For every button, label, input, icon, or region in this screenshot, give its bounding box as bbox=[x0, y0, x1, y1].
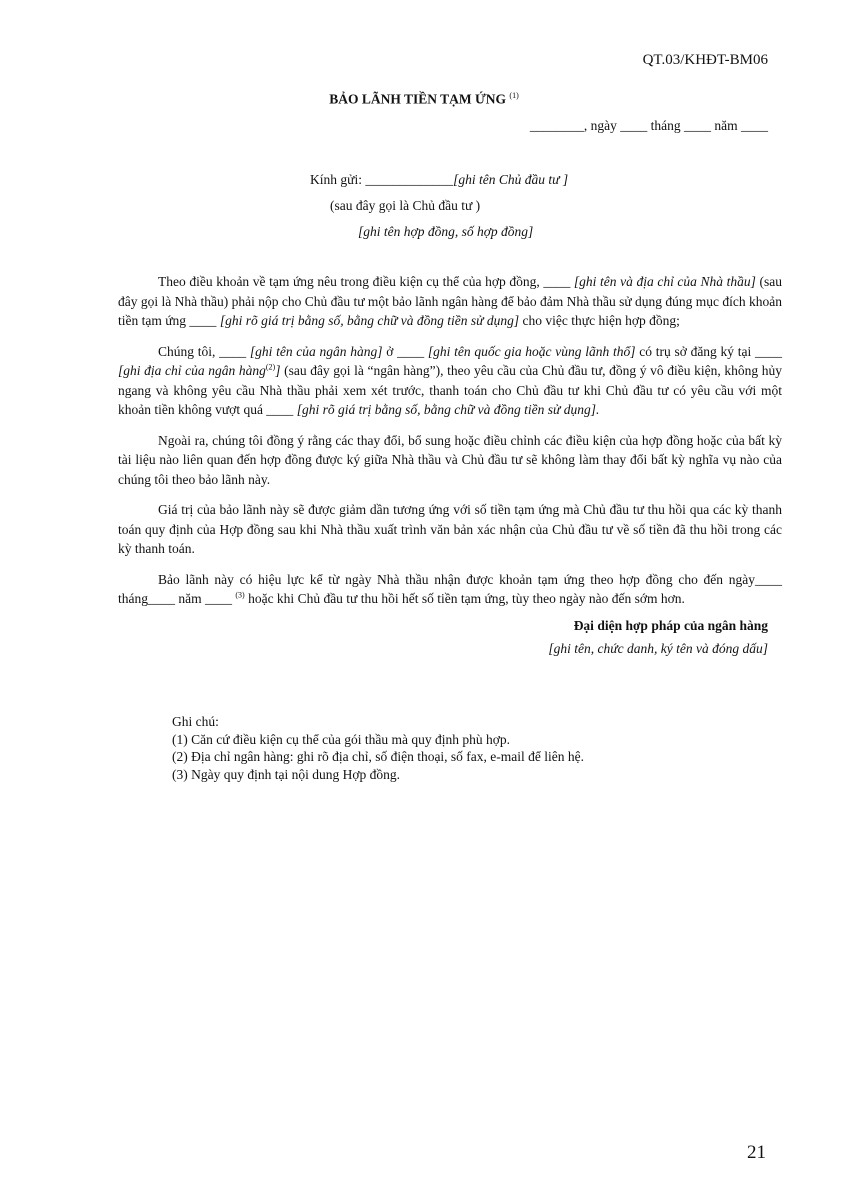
p2-text-2: ở ____ bbox=[382, 343, 428, 359]
p1-text-1: Theo điều khoản về tạm ứng nêu trong điều kiện cụ thể của hợp đồng, ____ bbox=[158, 274, 574, 289]
p2-placeholder-2: [ghi tên quốc gia hoặc vùng lãnh thổ] bbox=[427, 343, 636, 359]
p5-text-2: hoặc khi Chủ đầu tư thu hồi hết số tiền tạm ứng, tùy theo ngày nào đến sớm hơn. bbox=[244, 591, 685, 606]
note-item: (3) Ngày quy định tại nội dung Hợp đồng. bbox=[172, 766, 400, 782]
notes-heading: Ghi chú: bbox=[172, 714, 219, 729]
p2-placeholder-5: [ghi rõ giá trị bằng số, bằng chữ và đồng tiền sử dụng]. bbox=[296, 402, 600, 417]
page-number: 21 bbox=[747, 1142, 766, 1163]
recipient-alias: (sau đây gọi là Chủ đầu tư ) bbox=[330, 198, 481, 213]
p2-placeholder-3: [ghi địa chỉ của ngân hàng bbox=[118, 363, 266, 378]
document-code: QT.03/KHĐT-BM06 bbox=[642, 52, 768, 68]
paragraph-5 bbox=[118, 570, 782, 609]
p2-text-3: có trụ sở đăng ký tại ____ bbox=[635, 343, 783, 359]
note-item: (1) Căn cứ điều kiện cụ thể của gói thầu mà quy định phù hợp. bbox=[172, 731, 511, 747]
recipient-placeholder: [ghi tên Chủ đầu tư ] bbox=[453, 172, 569, 187]
date-line: ________, ngày ____ tháng ____ năm ____ bbox=[529, 118, 768, 133]
note-item: (2) Địa chỉ ngân hàng: ghi rõ địa chỉ, số điện thoại, số fax, e-mail để liên hệ. bbox=[172, 749, 585, 764]
p2-footnote-ref: (2) bbox=[265, 362, 276, 372]
paragraph-1 bbox=[118, 272, 782, 331]
contract-placeholder: [ghi tên hợp đồng, số hợp đồng] bbox=[358, 224, 534, 239]
p2-text-1: Chúng tôi, ____ bbox=[158, 343, 250, 359]
document-title bbox=[0, 91, 848, 108]
document-body bbox=[118, 272, 782, 620]
title-footnote-ref: (1) bbox=[509, 91, 519, 100]
p2-placeholder-4: ] bbox=[275, 363, 281, 378]
p2-placeholder-1: [ghi tên của ngân hàng] bbox=[249, 343, 383, 359]
signature-note: [ghi tên, chức danh, ký tên và đóng dấu] bbox=[548, 641, 768, 656]
recipient-label: Kính gửi: _____________ bbox=[310, 172, 454, 187]
p5-text-1: Bảo lãnh này có hiệu lực kể từ ngày Nhà thầu nhận được khoản tạm ứng theo hợp đồng cho đến ngày____ tháng____ năm ____ bbox=[118, 571, 782, 606]
notes-section bbox=[172, 713, 584, 783]
p1-placeholder-1: [ghi tên và địa chỉ của Nhà thầu] bbox=[573, 274, 756, 289]
p1-text-3: cho việc thực hiện hợp đồng; bbox=[519, 313, 680, 328]
p2-text-4: (sau đây gọi là “ngân hàng”), theo yêu cầu của Chủ đầu tư, đồng ý vô điều kiện, không hủy ngang và không yêu cầu Nhà thầu phải xem xét trước, thanh toán cho Chủ đầu tư khi Chủ đầu tư có yêu cầu với một khoản tiền không vượt quá ____ bbox=[118, 363, 782, 417]
signature-title: Đại diện hợp pháp của ngân hàng bbox=[573, 618, 768, 633]
p1-text-2: (sau đây gọi là Nhà thầu) phải nộp cho Chủ đầu tư một bảo lãnh ngân hàng để bảo đảm Nhà thầu sử dụng đúng mục đích khoản tiền tạm ứng ____ bbox=[118, 274, 783, 328]
title-text: BẢO LÃNH TIỀN TẠM ỨNG bbox=[329, 91, 507, 107]
paragraph-3: Ngoài ra, chúng tôi đồng ý rằng các thay đổi, bổ sung hoặc điều chỉnh các điều kiện của hợp đồng hoặc của bất kỳ tài liệu nào liên quan đến hợp đồng được ký giữa Nhà thầu và Chủ đầu tư sẽ không làm thay đổi bất kỳ nghĩa vụ nào của chúng tôi theo bảo lãnh này. bbox=[118, 432, 782, 487]
p5-footnote-ref: (3) bbox=[235, 590, 245, 600]
paragraph-4: Giá trị của bảo lãnh này sẽ được giảm dần tương ứng với số tiền tạm ứng mà Chủ đầu tư thu hồi qua các kỳ thanh toán quy định của Hợp đồng sau khi Nhà thầu xuất trình văn bản xác nhận của Chủ đầu tư về số tiền đã thu hồi trong các kỳ thanh toán. bbox=[118, 502, 782, 556]
recipient-line bbox=[310, 172, 568, 188]
paragraph-2 bbox=[118, 342, 782, 420]
p1-placeholder-2: [ghi rõ giá trị bằng số, bằng chữ và đồng tiền sử dụng] bbox=[219, 313, 520, 328]
